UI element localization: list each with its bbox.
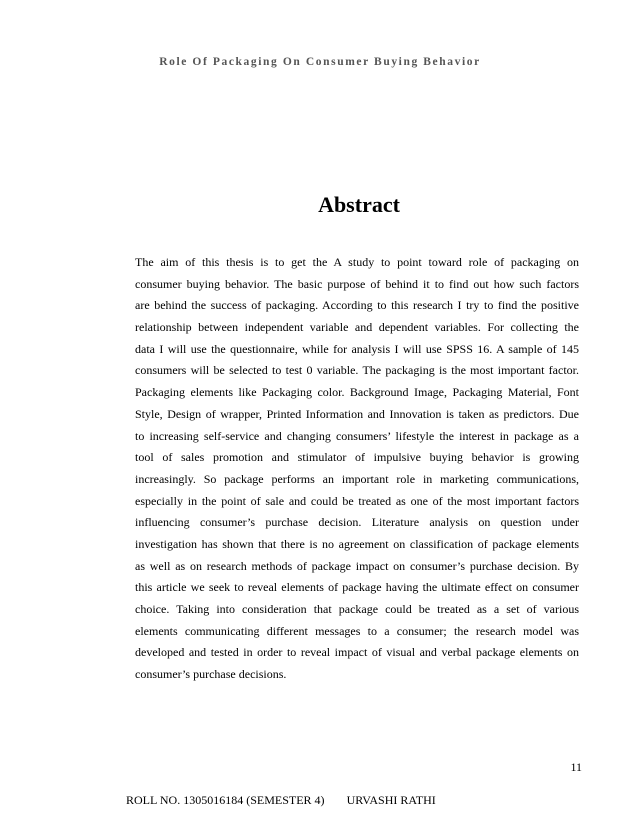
abstract-line: increasingly. So package performs an important role in marketing communications, bbox=[135, 471, 579, 486]
abstract-line: Packaging elements like Packaging color. Background Image, Packaging Material, Font bbox=[135, 385, 579, 400]
abstract-line: relationship between independent variable and dependent variables. For collecting the bbox=[135, 320, 579, 335]
running-header-title: Role Of Packaging On Consumer Buying Behavior bbox=[159, 56, 481, 68]
page-number: 11 bbox=[570, 760, 582, 774]
abstract-line: consumers will be selected to test 0 variable. The packaging is the most important factor. bbox=[135, 363, 579, 378]
abstract-line: as well as on research methods of package impact on consumer’s purchase decision. By bbox=[135, 558, 579, 573]
abstract-body bbox=[135, 252, 579, 686]
abstract-line: investigation has shown that there is no agreement on classification of package elements bbox=[135, 536, 579, 551]
abstract-line: The aim of this thesis is to get the A study to point toward role of packaging on bbox=[135, 255, 579, 269]
footer-author-name: URVASHI RATHI bbox=[346, 793, 436, 807]
abstract-line: consumer buying behavior. The basic purpose of behind it to find out how such factors bbox=[135, 276, 579, 291]
abstract-line: influencing consumer’s purchase decision. Literature analysis on question under bbox=[135, 515, 579, 530]
abstract-line: are behind the success of packaging. According to this research I try to find the positive bbox=[135, 298, 579, 313]
abstract-line: data I will use the questionnaire, while for analysis I will use SPSS 16. A sample of 145 bbox=[135, 341, 579, 356]
abstract-line: developed and tested in order to reveal impact of visual and verbal package elements on bbox=[135, 645, 579, 660]
abstract-line: Style, Design of wrapper, Printed Information and Innovation is taken as predictors. Due bbox=[135, 406, 579, 421]
abstract-line: consumer’s purchase decisions. bbox=[135, 667, 287, 682]
abstract-heading: Abstract bbox=[318, 192, 400, 217]
abstract-line: especially in the point of sale and could be treated as one of the most important factors bbox=[135, 493, 579, 508]
abstract-line: choice. Taking into consideration that package could be treated as a set of various bbox=[135, 602, 579, 616]
abstract-line: to increasing self-service and changing consumers’ lifestyle the interest in package as a bbox=[135, 428, 579, 443]
page-footer bbox=[126, 793, 436, 808]
footer-roll-number: ROLL NO. 1305016184 (SEMESTER 4) bbox=[126, 793, 325, 807]
running-header bbox=[0, 56, 638, 68]
abstract-line: elements communicating different messages to a consumer; the research model was bbox=[135, 623, 579, 638]
abstract-line: this article we seek to reveal elements of package having the ultimate effect on consumer bbox=[135, 580, 579, 595]
abstract-line: tool of sales promotion and stimulator of impulsive buying behavior is growing bbox=[135, 450, 579, 465]
